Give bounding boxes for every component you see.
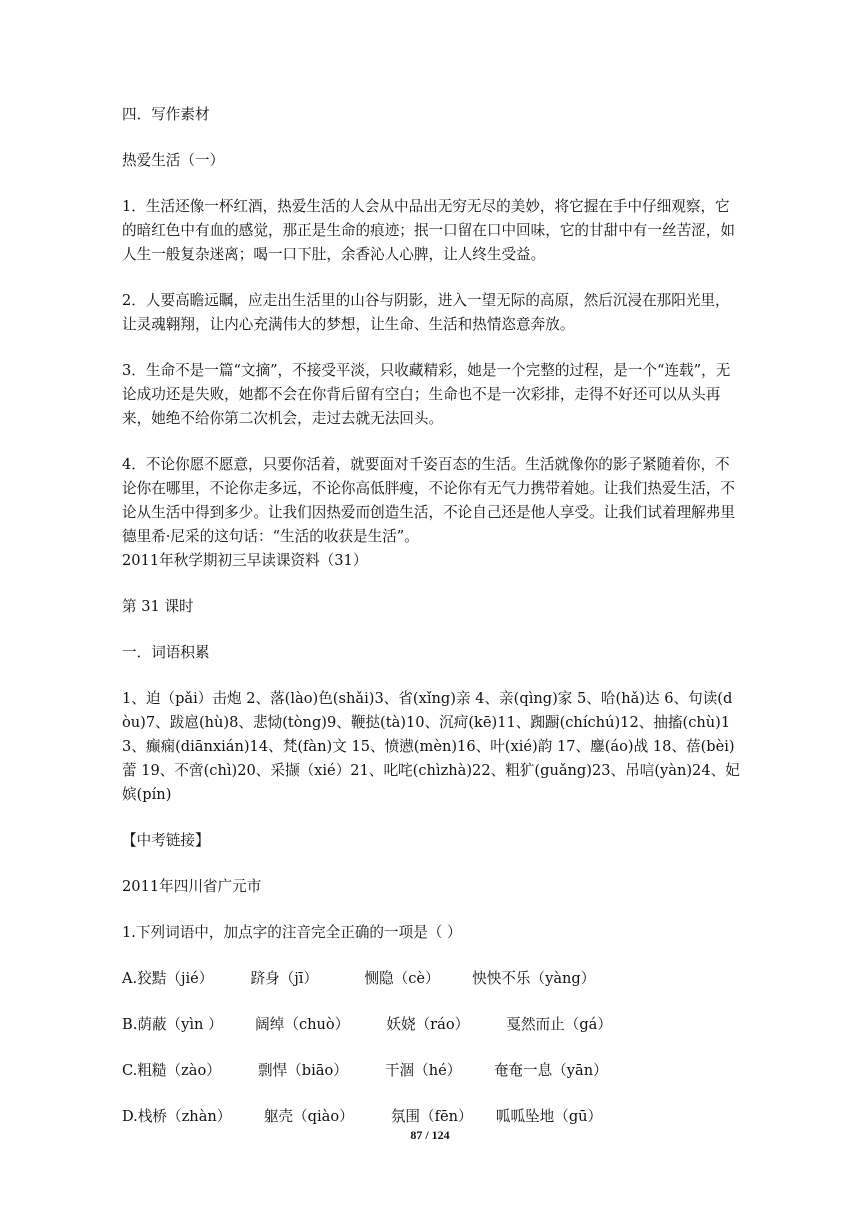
exam-source: 2011年四川省广元市 xyxy=(122,878,262,895)
page-number: 87 / 124 xyxy=(410,1128,450,1142)
option-b: B.荫蔽（yìn ） 阔绰（chuò） 妖娆（ráo） 戛然而止（gá） xyxy=(122,1016,612,1033)
paragraph-2: 2．人要高瞻远瞩，应走出生活里的山谷与阴影，进入一望无际的高原，然后沉浸在那阳光里，让灵魂翱翔，让内心充满伟大的梦想，让生命、生活和热情恣意奔放。 xyxy=(122,292,730,333)
lesson-label: 第 31 课时 xyxy=(122,598,194,615)
vocab-list: 1、迫（pǎi）击炮 2、落(lào)色(shǎi)3、省(xǐng)亲 4、亲(qìng)家 5、哈(hǎ)达 6、句读(dòu)7、跋扈(hù)8、悲恸(tòng)9、鞭挞(tà)10、沉疴(kē)11、踟蹰(chíchú)12、抽搐(chù)13、癫痫(diānxián)14、梵(fàn)文 15、愤懑(mèn)16、叶(xié)韵 17、鏖(áo)战 18、蓓(bèi)蕾 19、不啻(chì)20、采撷（xié）21、叱咤(chìzhà)22、粗犷(guǎng)23、吊唁(yàn)24、妃嫔(pín) xyxy=(122,690,740,803)
paragraph-1: 1．生活还像一杯红酒，热爱生活的人会从中品出无穷无尽的美妙，将它握在手中仔细观察，它的暗红色中有血的感觉，那正是生命的痕迹；抿一口留在口中回味，它的甘甜中有一丝苦涩，如人生一般复杂迷离；喝一口下肚，余香沁人心脾，让人终生受益。 xyxy=(122,198,735,263)
paragraph-4: 4．不论你愿不愿意，只要你活着，就要面对千姿百态的生活。生活就像你的影子紧随着你，不论你在哪里，不论你走多远，不论你高低胖瘦，不论你有无气力携带着她。让我们热爱生活，不论从生活中得到多少。让我们因热爱而创造生活，不论自己还是他人享受。让我们试着理解弗里德里希·尼采的这句话：“生活的收获是生活”。 xyxy=(122,456,735,545)
subtitle: 热爱生活（一） xyxy=(122,152,225,169)
question: 1.下列词语中，加点字的注音完全正确的一项是（ ） xyxy=(122,924,462,941)
section-title: 四．写作素材 xyxy=(122,106,210,123)
paragraph-3: 3．生命不是一篇“文摘”，不接受平淡，只收藏精彩，她是一个完整的过程，是一个“连载”，无论成功还是失败，她都不会在你背后留有空白；生命也不是一次彩排，走得不好还可以从头再来，她绝不给你第二次机会，走过去就无法回头。 xyxy=(122,362,731,427)
material-heading: 2011年秋学期初三早读课资料（31） xyxy=(122,552,368,569)
option-c: C.粗糙（zào） 剽悍（biāo） 干涸（hé） 奄奄一息（yān） xyxy=(122,1062,608,1079)
page-content xyxy=(122,103,740,1129)
exam-link-heading: 【中考链接】 xyxy=(122,832,210,849)
option-a: A.狡黠（jié） 跻身（jī） 恻隐（cè） 怏怏不乐（yàng） xyxy=(122,970,596,987)
vocab-heading: 一．词语积累 xyxy=(122,644,210,661)
option-d: D.栈桥（zhàn） 躯壳（qiào） 氛围（fēn） 呱呱坠地（gū） xyxy=(122,1108,603,1125)
